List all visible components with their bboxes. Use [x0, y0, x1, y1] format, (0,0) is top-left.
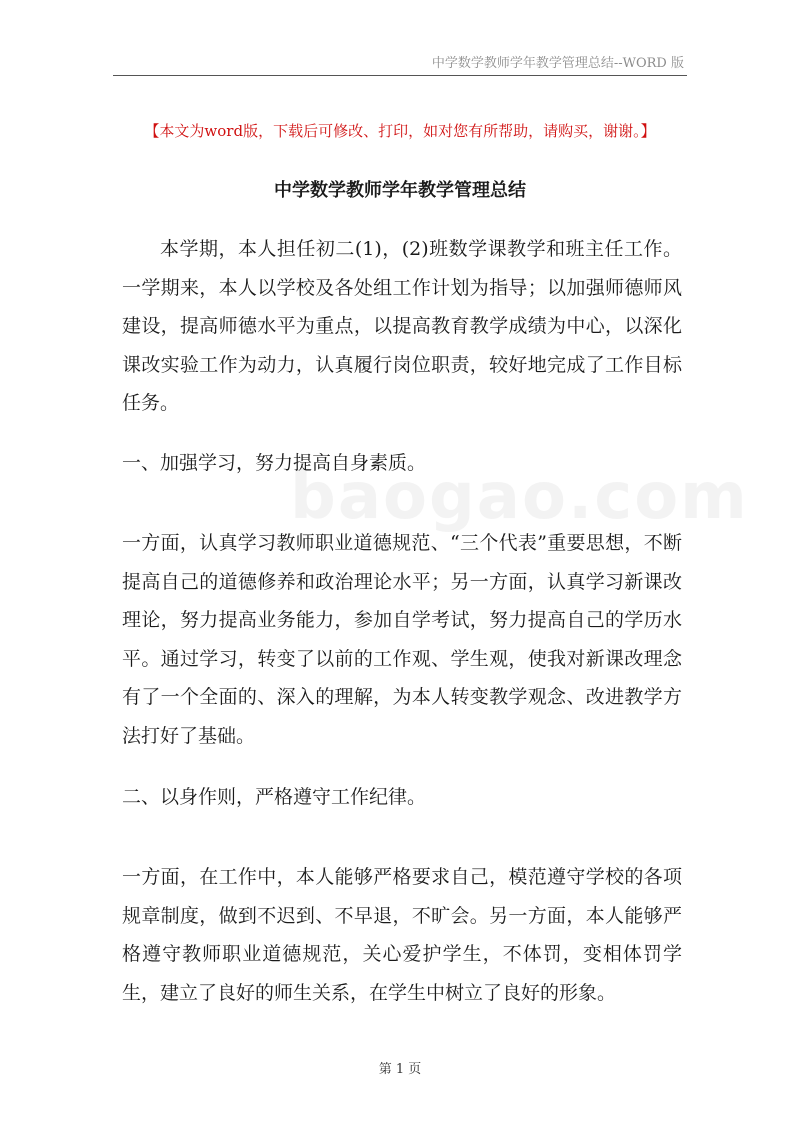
- download-notice: 【本文为word版，下载后可修改、打印，如对您有所帮助，请购买，谢谢。】: [144, 122, 656, 140]
- section-2-heading: 二、以身作则，严格遵守工作纪律。: [122, 786, 427, 808]
- page-number: 第 1 页: [378, 1062, 422, 1077]
- section-2-paragraph: 一方面，在工作中，本人能够严格要求自己，模范遵守学校的各项规章制度，做到不迟到、不早退，不旷会。另一方面，本人能够严格遵守教师职业道德规范，关心爱护学生，不体罚，变相体罚学生，建立了良好的师生关系，在学生中树立了良好的形象。: [122, 866, 682, 1004]
- watermark-logo: baogao.com: [290, 460, 749, 534]
- intro-paragraph: 本学期，本人担任初二(1)，(2)班数学课教学和班主任工作。一学期来，本人以学校及各处组工作计划为指导；以加强师德师风建设，提高师德水平为重点，以提高教育教学成绩为中心，以深化课改实验工作为动力，认真履行岗位职责，较好地完成了工作目标任务。: [122, 238, 682, 414]
- document-title: 中学数学教师学年教学管理总结: [274, 180, 526, 201]
- page-header-title: 中学数学教师学年教学管理总结--WORD 版: [431, 56, 684, 71]
- section-1-paragraph: 一方面，认真学习教师职业道德规范、“三个代表”重要思想，不断提高自己的道德修养和政治理论水平；另一方面，认真学习新课改理论，努力提高业务能力，参加自学考试，努力提高自己的学历水平。通过学习，转变了以前的工作观、学生观，使我对新课改理念有了一个全面的、深入的理解，为本人转变教学观念、改进教学方法打好了基础。: [122, 532, 682, 747]
- section-1-heading: 一、加强学习，努力提高自身素质。: [122, 452, 427, 474]
- header-divider: [113, 75, 687, 76]
